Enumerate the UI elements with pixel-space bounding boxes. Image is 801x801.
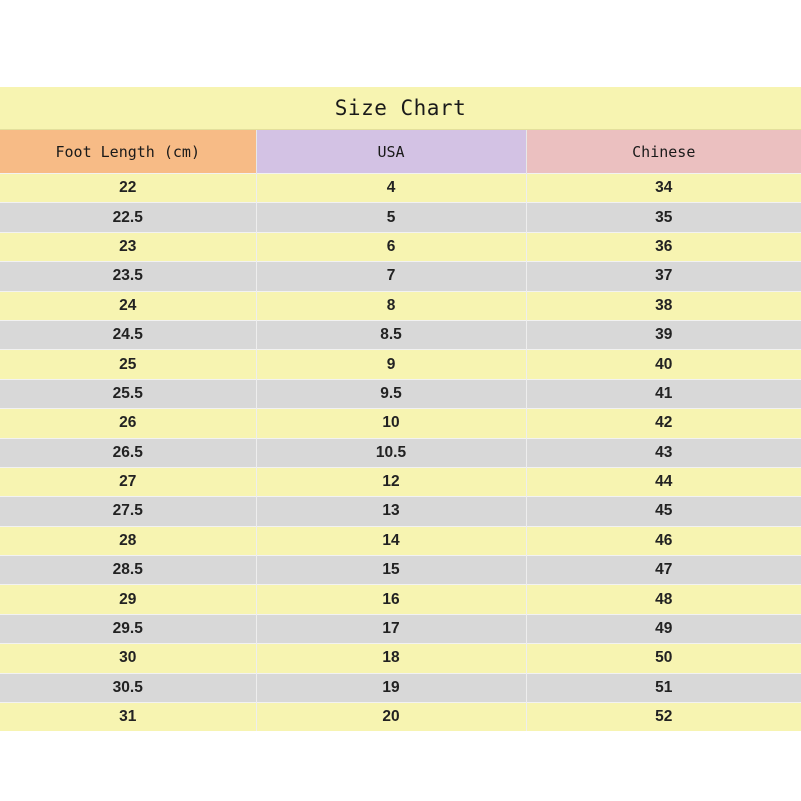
usa-size-cell: 9.5 bbox=[256, 379, 526, 408]
table-row bbox=[0, 644, 801, 673]
foot-length-cell: 27 bbox=[0, 467, 256, 496]
usa-size-cell: 5 bbox=[256, 203, 526, 232]
chinese-size-cell: 52 bbox=[526, 703, 801, 732]
usa-size-cell: 6 bbox=[256, 232, 526, 261]
foot-length-cell: 29.5 bbox=[0, 614, 256, 643]
table-row bbox=[0, 438, 801, 467]
table-row bbox=[0, 585, 801, 614]
chinese-size-cell: 47 bbox=[526, 556, 801, 585]
header-row bbox=[0, 130, 801, 174]
size-chart bbox=[0, 87, 801, 726]
chinese-size-cell: 43 bbox=[526, 438, 801, 467]
chinese-size-cell: 44 bbox=[526, 467, 801, 496]
chinese-size-cell: 42 bbox=[526, 409, 801, 438]
foot-length-cell: 23 bbox=[0, 232, 256, 261]
foot-length-cell: 22.5 bbox=[0, 203, 256, 232]
foot-length-cell: 26.5 bbox=[0, 438, 256, 467]
usa-size-cell: 8.5 bbox=[256, 320, 526, 349]
usa-size-cell: 18 bbox=[256, 644, 526, 673]
size-chart-title-bar bbox=[0, 87, 801, 130]
foot-length-cell: 28 bbox=[0, 526, 256, 555]
size-table bbox=[0, 130, 801, 731]
usa-size-cell: 14 bbox=[256, 526, 526, 555]
table-row bbox=[0, 673, 801, 702]
table-row bbox=[0, 320, 801, 349]
chinese-size-cell: 51 bbox=[526, 673, 801, 702]
usa-size-cell: 9 bbox=[256, 350, 526, 379]
table-row bbox=[0, 203, 801, 232]
usa-size-cell: 16 bbox=[256, 585, 526, 614]
usa-size-cell: 20 bbox=[256, 703, 526, 732]
table-row bbox=[0, 497, 801, 526]
foot-length-cell: 23.5 bbox=[0, 262, 256, 291]
foot-length-cell: 31 bbox=[0, 703, 256, 732]
chinese-size-cell: 50 bbox=[526, 644, 801, 673]
chinese-size-cell: 39 bbox=[526, 320, 801, 349]
header-foot-length: Foot Length (cm) bbox=[0, 130, 256, 174]
table-row bbox=[0, 291, 801, 320]
table-row bbox=[0, 409, 801, 438]
foot-length-cell: 24 bbox=[0, 291, 256, 320]
table-row bbox=[0, 262, 801, 291]
size-rows bbox=[0, 174, 801, 732]
chinese-size-cell: 48 bbox=[526, 585, 801, 614]
usa-size-cell: 7 bbox=[256, 262, 526, 291]
foot-length-cell: 28.5 bbox=[0, 556, 256, 585]
chinese-size-cell: 41 bbox=[526, 379, 801, 408]
usa-size-cell: 12 bbox=[256, 467, 526, 496]
foot-length-cell: 25.5 bbox=[0, 379, 256, 408]
header-chinese: Chinese bbox=[526, 130, 801, 174]
table-row bbox=[0, 232, 801, 261]
foot-length-cell: 26 bbox=[0, 409, 256, 438]
chinese-size-cell: 35 bbox=[526, 203, 801, 232]
table-row bbox=[0, 614, 801, 643]
usa-size-cell: 15 bbox=[256, 556, 526, 585]
usa-size-cell: 4 bbox=[256, 174, 526, 203]
chinese-size-cell: 36 bbox=[526, 232, 801, 261]
usa-size-cell: 10.5 bbox=[256, 438, 526, 467]
foot-length-cell: 30 bbox=[0, 644, 256, 673]
chinese-size-cell: 34 bbox=[526, 174, 801, 203]
usa-size-cell: 13 bbox=[256, 497, 526, 526]
table-row bbox=[0, 379, 801, 408]
usa-size-cell: 10 bbox=[256, 409, 526, 438]
size-chart-title: Size Chart bbox=[334, 96, 467, 120]
table-row bbox=[0, 350, 801, 379]
table-row bbox=[0, 174, 801, 203]
usa-size-cell: 17 bbox=[256, 614, 526, 643]
foot-length-cell: 25 bbox=[0, 350, 256, 379]
table-row bbox=[0, 526, 801, 555]
table-row bbox=[0, 703, 801, 732]
usa-size-cell: 19 bbox=[256, 673, 526, 702]
table-row bbox=[0, 467, 801, 496]
header-usa: USA bbox=[256, 130, 526, 174]
chinese-size-cell: 37 bbox=[526, 262, 801, 291]
chinese-size-cell: 46 bbox=[526, 526, 801, 555]
foot-length-cell: 24.5 bbox=[0, 320, 256, 349]
chinese-size-cell: 45 bbox=[526, 497, 801, 526]
usa-size-cell: 8 bbox=[256, 291, 526, 320]
foot-length-cell: 27.5 bbox=[0, 497, 256, 526]
foot-length-cell: 22 bbox=[0, 174, 256, 203]
chinese-size-cell: 38 bbox=[526, 291, 801, 320]
foot-length-cell: 29 bbox=[0, 585, 256, 614]
foot-length-cell: 30.5 bbox=[0, 673, 256, 702]
chinese-size-cell: 49 bbox=[526, 614, 801, 643]
chinese-size-cell: 40 bbox=[526, 350, 801, 379]
table-row bbox=[0, 556, 801, 585]
